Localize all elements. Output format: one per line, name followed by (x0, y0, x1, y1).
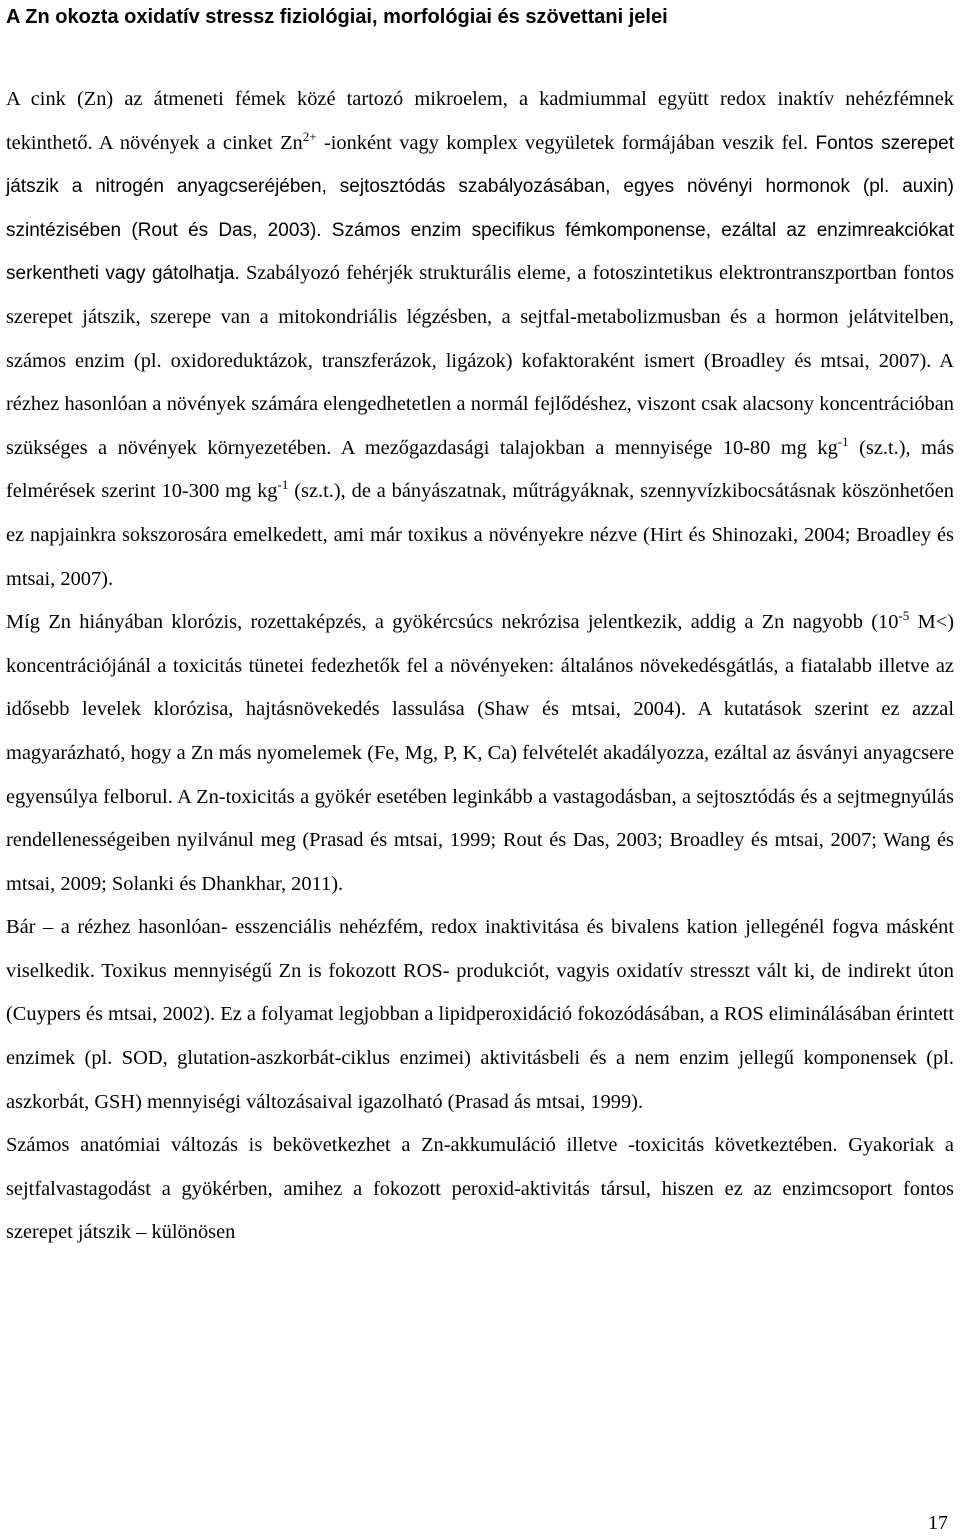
section-title: A Zn okozta oxidatív stressz fiziológiai, morfológiai és szövettani jelei (6, 6, 668, 28)
p1-text-1: A cink (Zn) az átmeneti fémek közé tartozó mikroelem, a kadmiummal együtt redox inaktív nehézfémnek tekinthető. A növények a cinket Zn (6, 88, 954, 154)
p1-text-5: (sz.t.), de a bányászatnak, műtrágyáknak, szennyvízkibocsátásnak köszönhetően ez napjainkra sokszorosára emelkedett, ami már toxikus a növényekre nézve (Hirt és Shinozaki, 2004; Broadley és mtsai, 2007). (6, 480, 954, 590)
p1-text-2: -ionként vagy komplex vegyületek formájában veszik fel. (316, 131, 816, 154)
paragraph-3: Bár – a rézhez hasonlóan- esszenciális nehézfém, redox inaktivitása és bivalens kation jellegénél fogva másként viselkedik. Toxikus mennyiségű Zn is fokozott ROS- produkciót, vagyis oxidatív stresszt vált ki, de indirekt úton (Cuypers és mtsai, 2002). Ez a folyamat legjobban a lipidperoxidáció fokozódásában, a ROS eliminálásában érintett enzimek (pl. SOD, glutation-aszkorbát-ciklus enzimei) aktivitásbeli és a nem enzim jellegű komponensek (pl. aszkorbát, GSH) mennyiségi változásaival igazolható (Prasad ás mtsai, 1999). (6, 916, 954, 1113)
p2-text-2: M<) koncentrációjánál a toxicitás tünetei fedezhetők fel a növényeken: általános növekedésgátlás, a fiatalabb illetve az idősebb levelek klorózisa, hajtásnövekedés lassulása (Shaw és mtsai, 2004). A kutatások szerint ez azzal magyarázható, hogy a Zn más nyomelemek (Fe, Mg, P, K, Ca) felvételét akadályozza, ezáltal az ásványi anyagcsere egyensúlya felborul. A Zn-toxicitás a gyökér esetében leginkább a vastagodásban, a sejtosztódás és a sejtmegnyúlás rendellenességeiben nyilvánul meg (Prasad és mtsai, 1999; Rout és Das, 2003; Broadley és mtsai, 2007; Wang és mtsai, 2009; Solanki és Dhankhar, 2011). (6, 611, 954, 895)
p2-text-1: Míg Zn hiányában klorózis, rozettaképzés, a gyökércsúcs nekrózisa jelentkezik, addig a Zn nagyobb (10 (6, 611, 899, 634)
p1-text-3: Szabályozó fehérjék strukturális eleme, a fotoszintetikus elektrontranszportban fontos szerepet játszik, szerepe van a mitokondriális légzésben, a sejtfal-metabolizmusban és a hormon jelátvitelben, számos enzim (pl. oxidoreduktázok, transzferázok, ligázok) kofaktoraként ismert (Broadley és mtsai, 2007). A rézhez hasonlóan a növények számára elengedhetetlen a normál fejlődéshez, viszont csak alacsony koncentrációban szükséges a növények környezetében. A mezőgazdasági talajokban a mennyisége 10-80 mg kg (6, 262, 955, 459)
paragraph-4: Számos anatómiai változás is bekövetkezhet a Zn-akkumuláció illetve -toxicitás következtében. Gyakoriak a sejtfalvastagodást a gyökérben, amihez a fokozott peroxid-aktivitás társul, hiszen ez az enzimcsoport fontos szerepet játszik – különösen (6, 1134, 954, 1244)
body-text (6, 78, 954, 1255)
p1-superscript-2: -1 (837, 433, 849, 449)
page-number: 17 (928, 1512, 948, 1534)
paragraph-2 (6, 601, 954, 906)
p1-superscript-1: 2+ (302, 128, 317, 144)
p1-sans-text: Fontos szerepet játszik a nitrogén anyagcseréjében, sejtosztódás szabályozásában, egyes növényi hormonok (pl. auxin) szintézisében (Rout és Das, 2003). Számos enzim specifikus fémkomponense, ezáltal az enzimreakciókat serkentheti vagy gátolhatja. (6, 132, 954, 285)
p1-superscript-3: -1 (277, 477, 289, 493)
p2-superscript: -5 (898, 608, 910, 624)
p1-text-4: (sz.t.), más felmérések szerint 10-300 mg kg (6, 436, 954, 503)
paragraph-1 (6, 78, 954, 601)
